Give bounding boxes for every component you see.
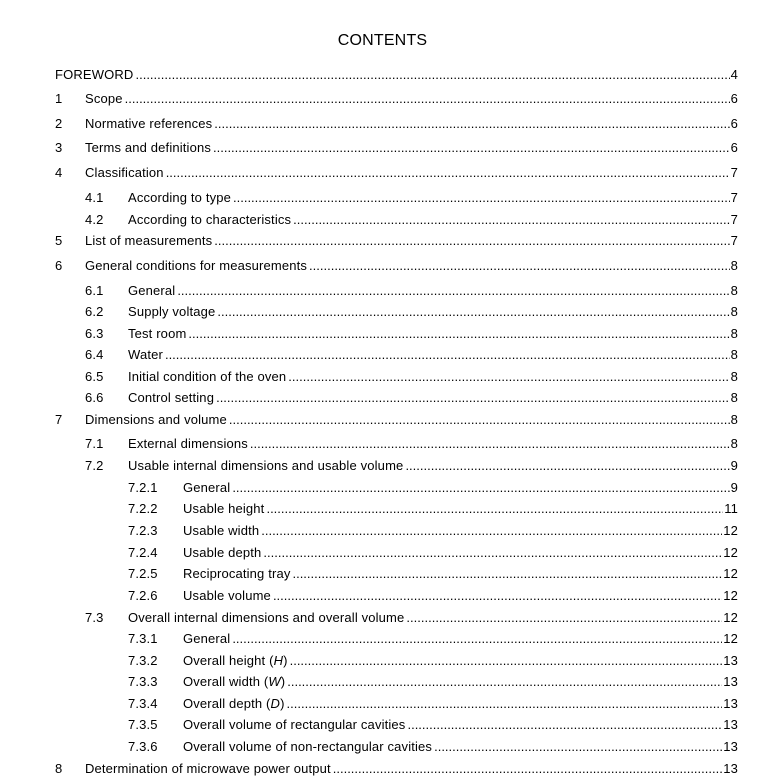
toc-entry-number: 7.2 [85, 458, 104, 473]
toc-entry[interactable] [0, 545, 765, 561]
toc-entry-number: 7.2.5 [128, 566, 158, 581]
toc-entry[interactable] [0, 436, 765, 452]
toc-entry-title[interactable]: FOREWORD [55, 67, 134, 82]
dot-leader [290, 653, 723, 669]
toc-entry-page-number: 9 [730, 480, 738, 495]
toc-entry[interactable] [0, 566, 765, 582]
toc-entry-page-number: 12 [723, 566, 738, 581]
toc-entry-title[interactable]: Usable depth [183, 545, 262, 560]
toc-entry-number: 7.2.2 [128, 501, 158, 516]
toc-entry[interactable] [0, 653, 765, 669]
toc-entry-title[interactable]: General [183, 480, 231, 495]
toc-entry[interactable] [0, 212, 765, 228]
toc-entry-number: 7.2.3 [128, 523, 158, 538]
toc-entry-page-number: 8 [730, 412, 738, 427]
toc-entry[interactable] [0, 369, 765, 385]
toc-entry-page-number: 8 [730, 347, 738, 362]
toc-entry-number: 6.3 [85, 326, 104, 341]
dot-leader [232, 631, 722, 647]
dot-leader [214, 116, 729, 132]
toc-entry-title[interactable]: Initial condition of the oven [128, 369, 287, 384]
toc-entry-page-number: 13 [723, 739, 738, 754]
toc-entry-number: 2 [55, 116, 63, 131]
toc-entry-title[interactable]: Overall volume of rectangular cavities [183, 717, 406, 732]
dot-leader [292, 566, 722, 582]
toc-entry-title[interactable]: Overall height (H) [183, 653, 288, 668]
toc-entry[interactable] [0, 190, 765, 206]
toc-entry-number: 7.3.4 [128, 696, 158, 711]
dot-leader [135, 67, 729, 83]
toc-entry-page-number: 4 [730, 67, 738, 82]
toc-entry-page-number: 11 [724, 501, 738, 516]
dot-leader [250, 436, 730, 452]
toc-entry-number: 6 [55, 258, 63, 273]
toc-entry[interactable] [0, 523, 765, 539]
toc-entry[interactable] [0, 610, 765, 626]
dot-leader [287, 696, 723, 712]
toc-entry-page-number: 13 [723, 696, 738, 711]
toc-entry-number: 4.2 [85, 212, 104, 227]
toc-entry[interactable] [0, 458, 765, 474]
toc-entry[interactable] [0, 761, 765, 777]
toc-entry-page-number: 8 [730, 283, 738, 298]
dot-leader [333, 761, 722, 777]
toc-entry-page-number: 7 [730, 165, 738, 180]
toc-entry-title[interactable]: General [128, 283, 176, 298]
dot-leader [232, 480, 729, 496]
toc-entry-title[interactable]: Usable internal dimensions and usable volume [128, 458, 404, 473]
dot-leader [405, 458, 729, 474]
toc-entry-number: 7.3.2 [128, 653, 158, 668]
toc-entry-page-number: 7 [730, 190, 738, 205]
toc-entry[interactable] [0, 480, 765, 496]
dot-leader [407, 717, 722, 733]
toc-entry-page-number: 12 [723, 631, 738, 646]
dot-leader [213, 140, 730, 156]
toc-entry[interactable] [0, 696, 765, 712]
toc-entry[interactable] [0, 140, 765, 156]
toc-entry-number: 7 [55, 412, 63, 427]
toc-entry-number: 6.6 [85, 390, 104, 405]
toc-entry-title[interactable]: Control setting [128, 390, 215, 405]
dot-leader [273, 588, 722, 604]
toc-entry-number: 4 [55, 165, 63, 180]
dot-leader [177, 283, 729, 299]
toc-entry-page-number: 8 [730, 436, 738, 451]
toc-entry[interactable] [0, 347, 765, 363]
dot-leader [166, 165, 730, 181]
dot-leader [261, 523, 722, 539]
toc-entry-number: 7.1 [85, 436, 104, 451]
toc-entry-number: 7.3.5 [128, 717, 158, 732]
toc-entry-title[interactable]: Overall volume of non-rectangular cavities [183, 739, 433, 754]
toc-entry-title[interactable]: General [183, 631, 231, 646]
dot-leader [188, 326, 729, 342]
toc-entry-page-number: 7 [730, 212, 738, 227]
toc-entry-page-number: 12 [723, 588, 738, 603]
toc-entry-title[interactable]: Usable volume [183, 588, 271, 603]
toc-entry-page-number: 13 [723, 653, 738, 668]
dot-leader [266, 501, 723, 517]
toc-entry-page-number: 13 [723, 761, 738, 776]
toc-entry-title[interactable]: Overall internal dimensions and overall volume [128, 610, 405, 625]
toc-entry[interactable] [0, 67, 765, 83]
toc-entry-title[interactable]: Usable width [183, 523, 260, 538]
toc-entry-title[interactable]: External dimensions [128, 436, 248, 451]
toc-entry[interactable] [0, 91, 765, 107]
toc-entry-page-number: 7 [730, 233, 738, 248]
toc-entry-page-number: 8 [730, 258, 738, 273]
dot-leader [434, 739, 722, 755]
toc-entry-title[interactable]: Normative references [85, 116, 213, 131]
dot-leader [233, 190, 730, 206]
toc-entry[interactable] [0, 283, 765, 299]
toc-entry-title[interactable]: Overall depth (D) [183, 696, 285, 711]
toc-entry-number: 6.5 [85, 369, 104, 384]
toc-entry[interactable] [0, 165, 765, 181]
toc-entry-page-number: 9 [730, 458, 738, 473]
toc-entry-number: 6.4 [85, 347, 104, 362]
dot-leader [287, 674, 722, 690]
toc-entry-page-number: 6 [730, 91, 738, 106]
dot-leader [216, 390, 730, 406]
toc-entry-title[interactable]: Usable height [183, 501, 265, 516]
toc-entry-page-number: 12 [723, 523, 738, 538]
toc-entry-number: 1 [55, 91, 63, 106]
toc-entry-title[interactable]: Supply voltage [128, 304, 216, 319]
toc-entry-page-number: 8 [730, 390, 738, 405]
toc-entry-title[interactable]: Classification [85, 165, 164, 180]
toc-entry[interactable] [0, 258, 765, 274]
page-title: CONTENTS [337, 32, 428, 49]
dot-leader [309, 258, 730, 274]
toc-entry-page-number: 8 [730, 304, 738, 319]
toc-entry-title[interactable]: According to type [128, 190, 231, 205]
toc-entry-number: 6.1 [85, 283, 104, 298]
toc-entry[interactable] [0, 412, 765, 428]
toc-entry-title[interactable]: Dimensions and volume [85, 412, 227, 427]
dot-leader [293, 212, 729, 228]
toc-entry-page-number: 12 [723, 610, 738, 625]
toc-entry-number: 6.2 [85, 304, 104, 319]
toc-entry-page-number: 12 [723, 545, 738, 560]
toc-entry-number: 8 [55, 761, 63, 776]
toc-entry-number: 7.3.6 [128, 739, 158, 754]
dot-leader [217, 304, 729, 320]
toc-entry-title[interactable]: According to characteristics [128, 212, 292, 227]
toc-entry[interactable] [0, 326, 765, 342]
toc-entry-title[interactable]: Overall width (W) [183, 674, 286, 689]
toc-entry-number: 7.3 [85, 610, 104, 625]
toc-entry[interactable] [0, 233, 765, 249]
toc-entry[interactable] [0, 304, 765, 320]
toc-entry-number: 7.2.1 [128, 480, 158, 495]
toc-entry[interactable] [0, 588, 765, 604]
toc-entry-number: 7.2.6 [128, 588, 158, 603]
toc-entry-number: 3 [55, 140, 63, 155]
toc-entry-title[interactable]: Determination of microwave power output [85, 761, 331, 776]
toc-entry-title[interactable]: Test room [128, 326, 187, 341]
toc-entry-title[interactable]: Water [128, 347, 163, 362]
toc-entry-page-number: 13 [723, 717, 738, 732]
dot-leader [263, 545, 722, 561]
dot-leader [165, 347, 730, 363]
toc-entry[interactable] [0, 631, 765, 647]
toc-entry-page-number: 6 [730, 116, 738, 131]
toc-entry-number: 7.3.1 [128, 631, 158, 646]
toc-entry-page-number: 8 [730, 369, 738, 384]
toc-entry[interactable] [0, 390, 765, 406]
toc-entry-page-number: 8 [730, 326, 738, 341]
dot-leader [406, 610, 722, 626]
dot-leader [125, 91, 730, 107]
toc-entry-title[interactable]: Scope [85, 91, 123, 106]
dot-leader [288, 369, 729, 385]
dot-leader [229, 412, 730, 428]
toc-entry[interactable] [0, 501, 765, 517]
dot-leader [214, 233, 729, 249]
toc-entry-title[interactable]: Terms and definitions [85, 140, 211, 155]
toc-entry-number: 4.1 [85, 190, 104, 205]
toc-entry[interactable] [0, 674, 765, 690]
toc-entry-title[interactable]: Reciprocating tray [183, 566, 291, 581]
toc-entry[interactable] [0, 717, 765, 733]
toc-entry-number: 7.2.4 [128, 545, 158, 560]
toc-entry-number: 5 [55, 233, 63, 248]
toc-entry[interactable] [0, 116, 765, 132]
toc-entry-page-number: 6 [730, 140, 738, 155]
toc-entry[interactable] [0, 739, 765, 755]
toc-entry-title[interactable]: List of measurements [85, 233, 213, 248]
toc-entry-title[interactable]: General conditions for measurements [85, 258, 308, 273]
toc-entry-page-number: 13 [723, 674, 738, 689]
toc-entry-number: 7.3.3 [128, 674, 158, 689]
